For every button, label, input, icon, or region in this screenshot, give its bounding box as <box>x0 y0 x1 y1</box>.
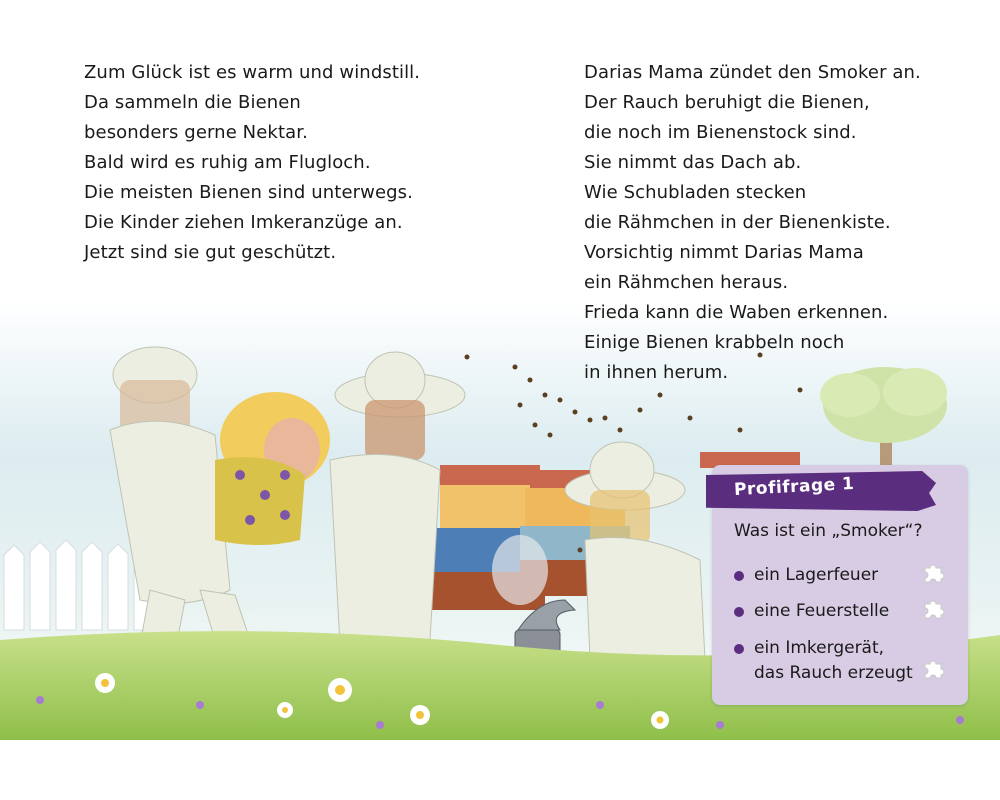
puzzle-piece-icon[interactable] <box>922 561 946 585</box>
left-text-column <box>84 58 420 268</box>
quiz-option-label: ein Imkergerät, das Rauch erzeugt <box>754 638 913 683</box>
text-line: Frieda kann die Waben erkennen. <box>584 302 889 323</box>
text-line: in ihnen herum. <box>584 362 729 383</box>
text-line: Da sammeln die Bienen <box>84 92 301 113</box>
text-line: Vorsichtig nimmt Darias Mama <box>584 242 864 263</box>
puzzle-piece-icon[interactable] <box>922 657 946 681</box>
text-line: besonders gerne Nektar. <box>84 122 308 143</box>
text-line: Die meisten Bienen sind unterwegs. <box>84 182 413 203</box>
text-line: Darias Mama zündet den Smoker an. <box>584 62 921 83</box>
text-line: die Rähmchen in der Bienenkiste. <box>584 212 891 233</box>
quiz-box <box>712 465 968 705</box>
text-line: Bald wird es ruhig am Flugloch. <box>84 152 371 173</box>
quiz-option-3[interactable] <box>734 636 913 686</box>
quiz-title: Profifrage 1 <box>733 473 855 501</box>
puzzle-piece-icon[interactable] <box>922 597 946 621</box>
quiz-option-2[interactable] <box>734 599 889 624</box>
text-line: die noch im Bienenstock sind. <box>584 122 857 143</box>
quiz-option-label: eine Feuerstelle <box>754 601 890 621</box>
quiz-option-1[interactable] <box>734 563 878 588</box>
text-line: Einige Bienen krabbeln noch <box>584 332 845 353</box>
bullet-icon <box>734 571 744 581</box>
text-line: Wie Schubladen stecken <box>584 182 807 203</box>
text-line: Sie nimmt das Dach ab. <box>584 152 802 173</box>
text-line: Der Rauch beruhigt die Bienen, <box>584 92 870 113</box>
right-text-column <box>584 58 921 388</box>
quiz-question: Was ist ein „Smoker“? <box>734 521 923 541</box>
text-line: Die Kinder ziehen Imkeranzüge an. <box>84 212 403 233</box>
text-line: Jetzt sind sie gut geschützt. <box>84 242 337 263</box>
quiz-option-label: ein Lagerfeuer <box>754 565 879 585</box>
text-line: ein Rähmchen heraus. <box>584 272 789 293</box>
bullet-icon <box>734 607 744 617</box>
bullet-icon <box>734 644 744 654</box>
text-line: Zum Glück ist es warm und windstill. <box>84 62 421 83</box>
